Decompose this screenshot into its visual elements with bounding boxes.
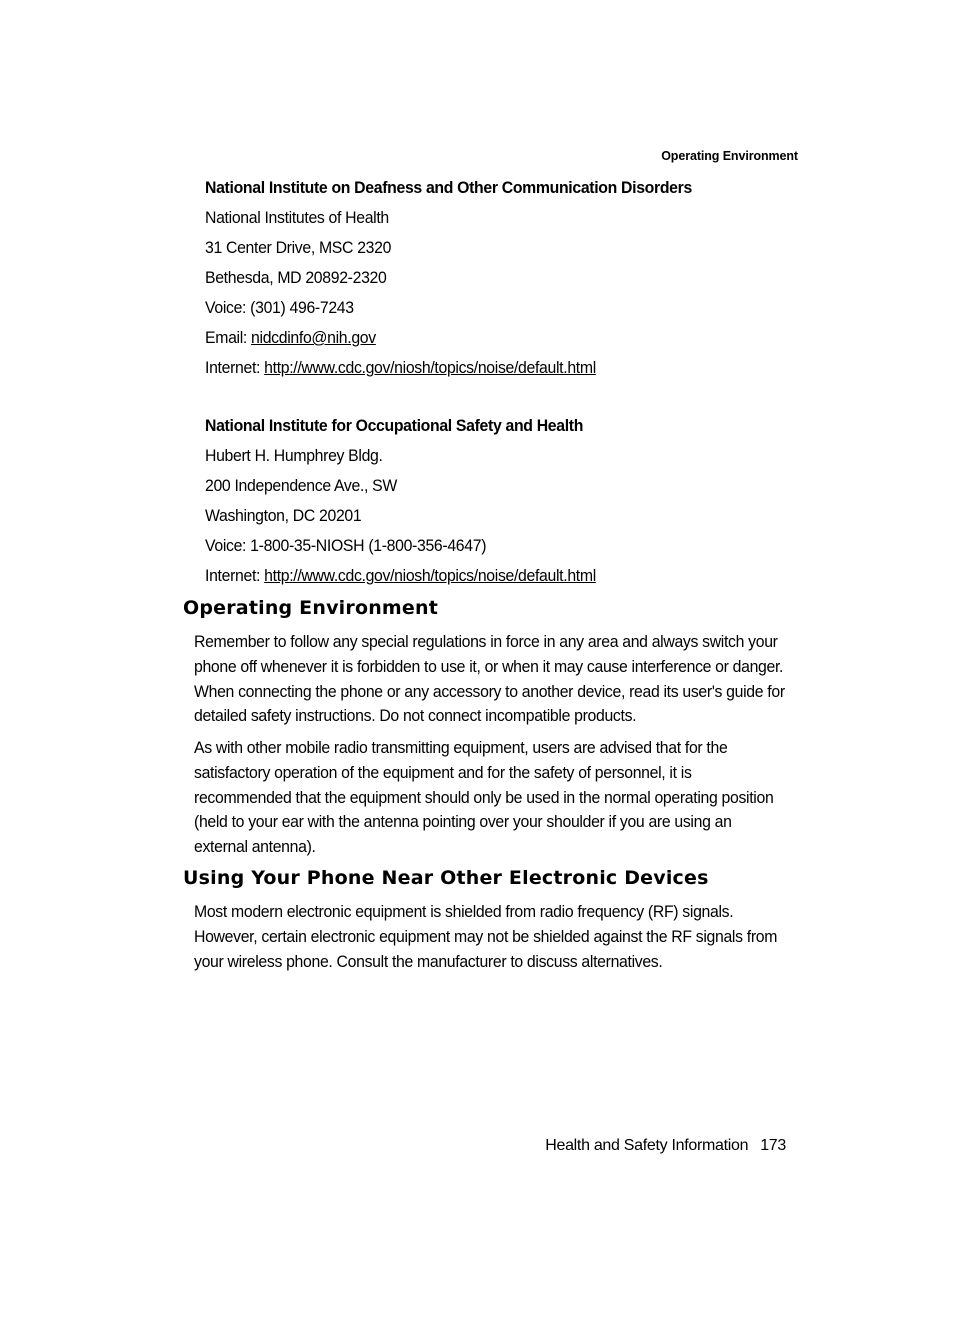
body-paragraph: As with other mobile radio transmitting equipment, users are advised that for the satisfactory operation of the equipment and for the safety of personnel, it is recommended that the equipment should only be used in the normal operating position (held to your ear with the antenna pointing over your shoulder if you are using an external antenna). [194,738,774,857]
internet-label: Internet: [205,358,265,377]
section-heading-electronic-devices: Using Your Phone Near Other Electronic Devices [183,867,709,889]
internet-link[interactable]: http://www.cdc.gov/niosh/topics/noise/default.html [264,358,596,377]
email-link[interactable]: nidcdinfo@nih.gov [251,328,376,347]
email-line [205,328,800,358]
page-number: 173 [760,1137,786,1154]
organization-name: National Institute on Deafness and Other Communication Disorders [205,178,692,197]
page-footer [545,1137,786,1155]
contact-block-niosh [205,416,845,596]
voice-line: Voice: (301) 496-7243 [205,298,354,317]
organization-name: National Institute for Occupational Safety and Health [205,416,584,435]
internet-link[interactable]: http://www.cdc.gov/niosh/topics/noise/default.html [264,566,596,585]
internet-line [205,566,800,596]
internet-line [205,358,800,388]
address-line: 200 Independence Ave., SW [205,476,397,495]
address-line: Washington, DC 20201 [205,506,362,525]
address-line: 31 Center Drive, MSC 2320 [205,238,392,257]
section-heading-operating-environment: Operating Environment [183,597,439,619]
email-label: Email: [205,328,252,347]
body-paragraph: Most modern electronic equipment is shielded from radio frequency (RF) signals. However, certain electronic equipment may not be shielded against the RF signals from your wireless phone. Consult the manufacturer to discuss alternatives. [194,902,778,971]
footer-section-title: Health and Safety Information [545,1137,749,1154]
address-line: National Institutes of Health [205,208,389,227]
running-header: Operating Environment [661,149,798,163]
contact-block-nidcd [205,178,845,388]
body-paragraph: Remember to follow any special regulations in force in any area and always switch your phone off whenever it is forbidden to use it, or when it may cause interference or danger. When connecting the phone or any accessory to another device, read its user's guide for detailed safety instructions. Do not connect incompatible products. [194,632,785,726]
internet-label: Internet: [205,566,265,585]
voice-line: Voice: 1-800-35-NIOSH (1-800-356-4647) [205,536,487,555]
address-line: Hubert H. Humphrey Bldg. [205,446,383,465]
address-line: Bethesda, MD 20892-2320 [205,268,387,287]
